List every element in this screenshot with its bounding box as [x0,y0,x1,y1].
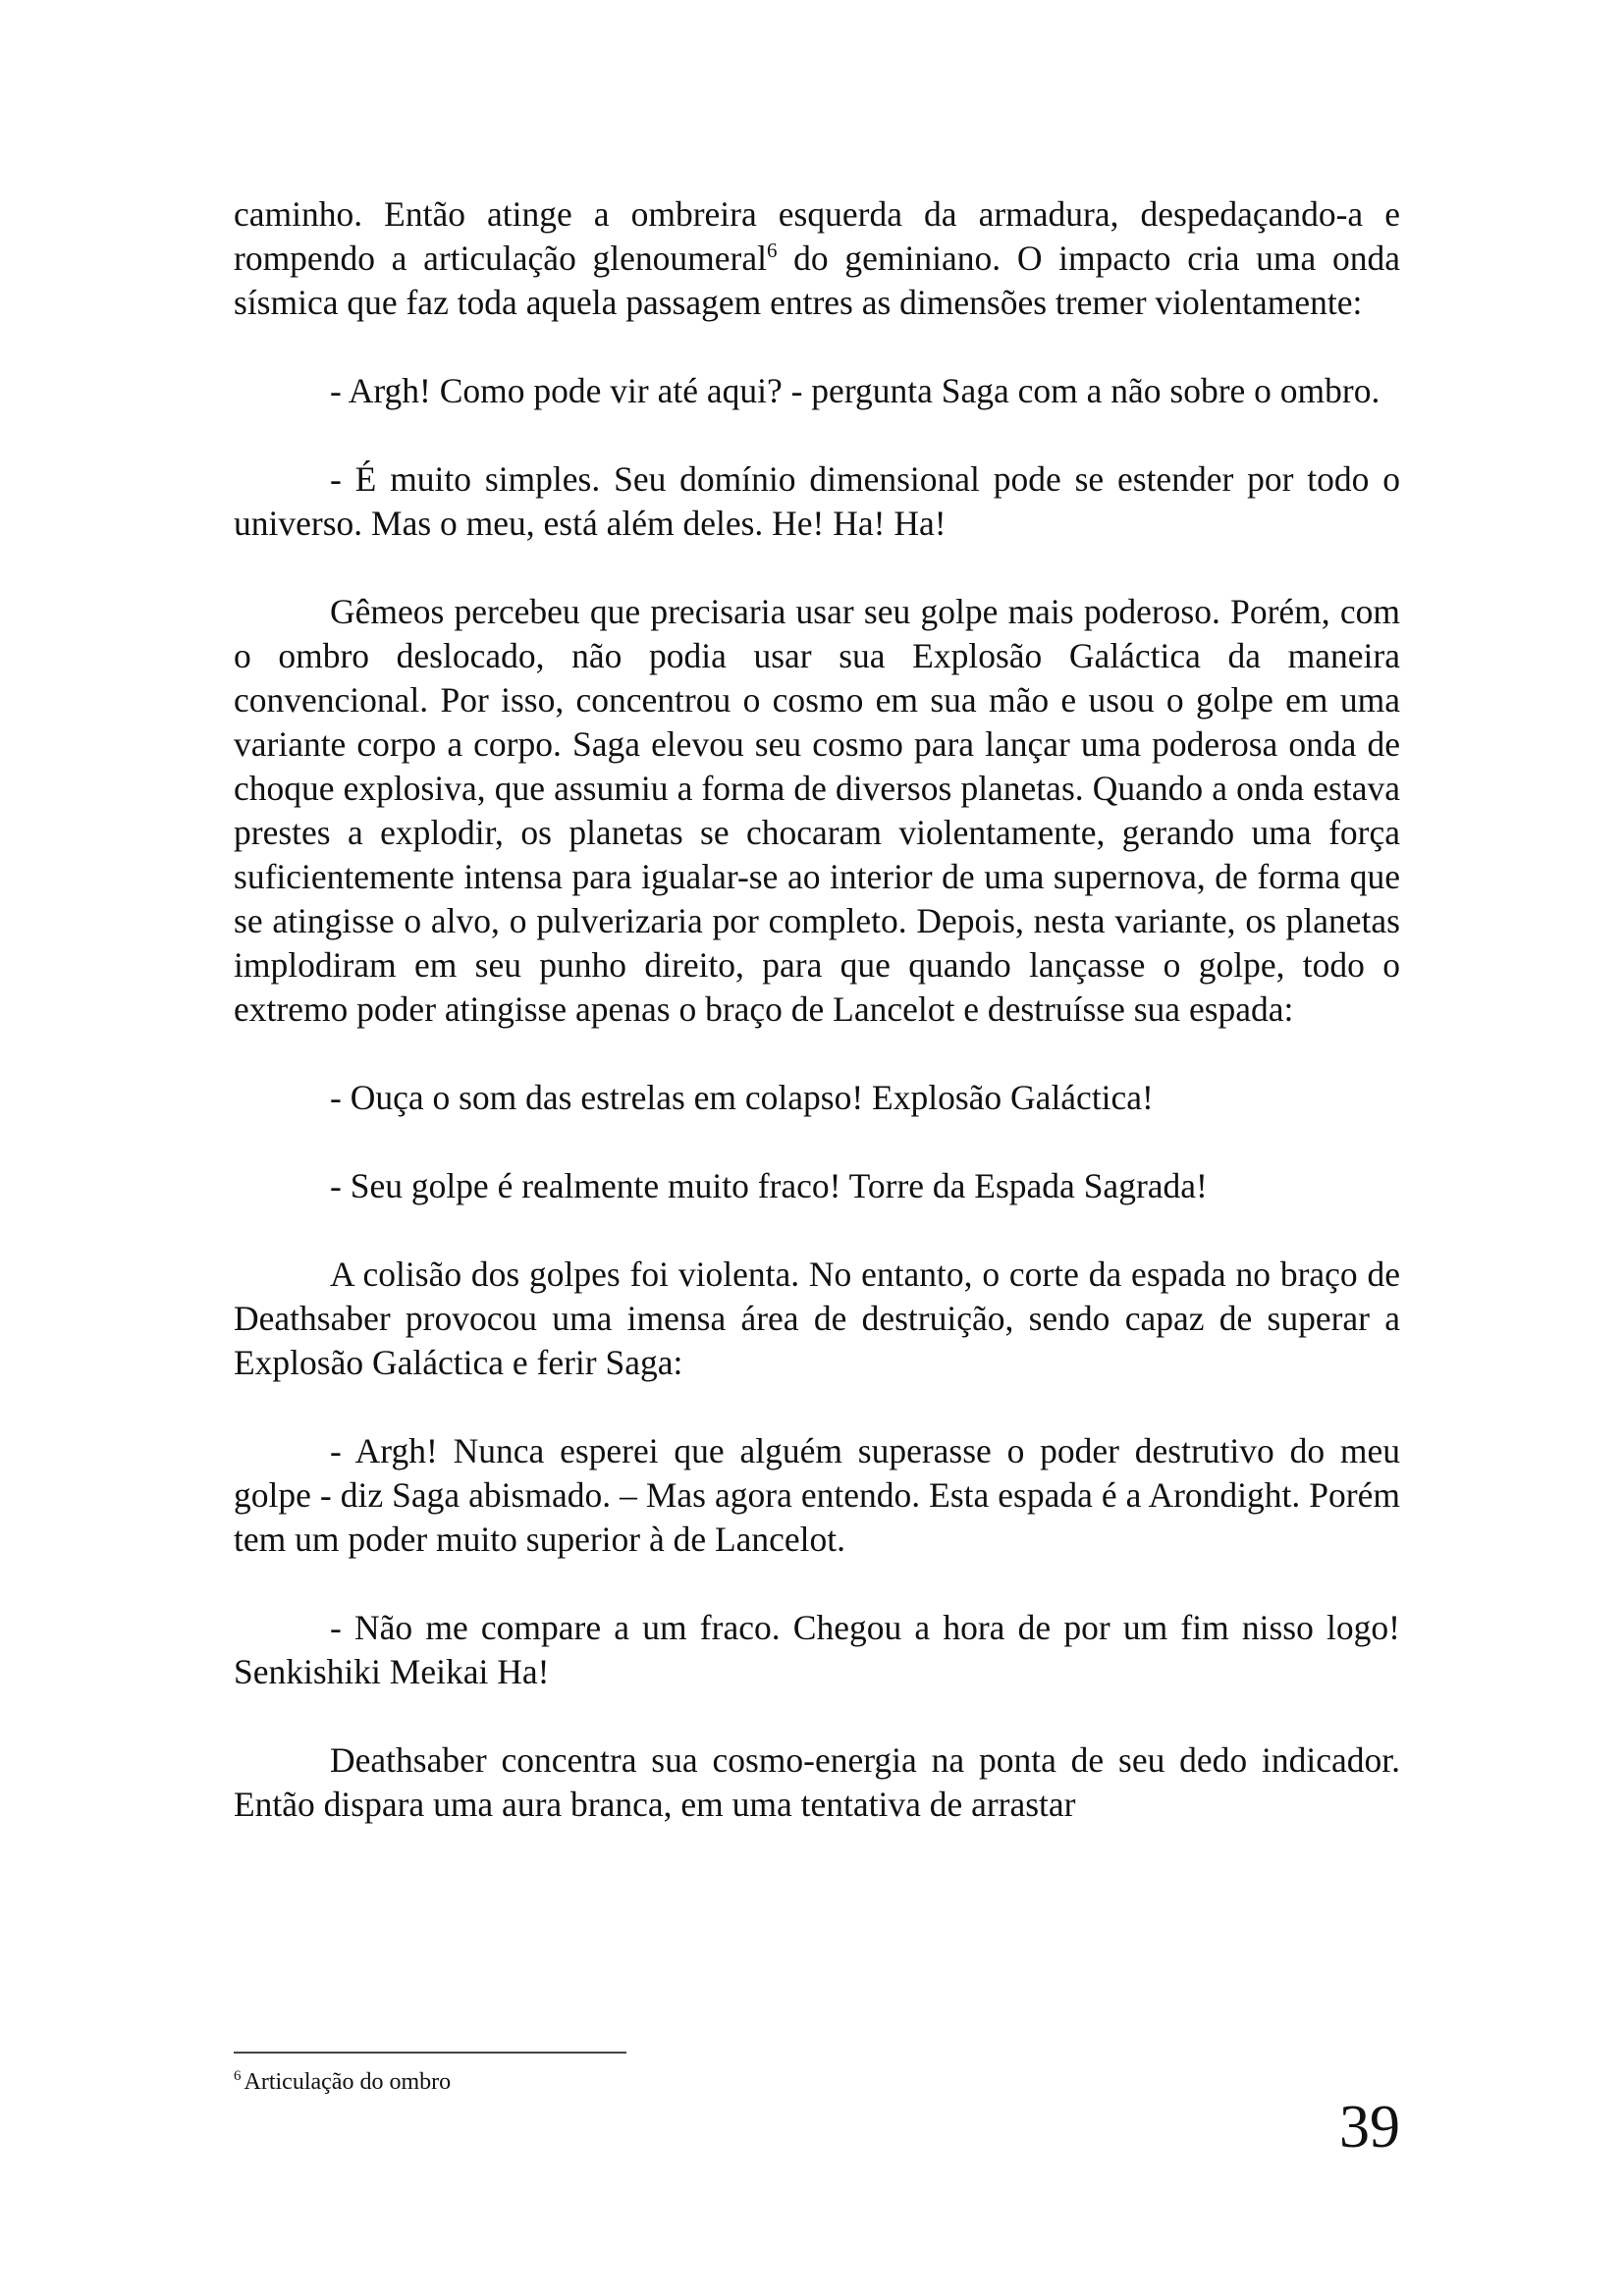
dialogue-paragraph: - É muito simples. Seu domínio dimensional pode se estender por todo o universo. Mas o meu, está além deles. He! Ha! Ha! [234,459,1400,543]
paragraph-text: caminho. Então atinge a ombreira esquerda da armadura, despedaçando-a e rompendo a articulação glenoumeral [234,194,1400,278]
footnote-divider [234,2052,626,2054]
narrative-paragraph: Deathsaber concentra sua cosmo-energia na ponta de seu dedo indicador. Então dispara uma aura branca, em uma tentativa de arrastar [234,1740,1400,1824]
footnote-reference[interactable]: 6 [766,239,778,262]
dialogue-paragraph: - Argh! Como pode vir até aqui? - pergunta Saga com a não sobre o ombro. [330,371,1380,410]
footnote-text: Articulação do ombro [244,2069,452,2095]
dialogue-paragraph: - Não me compare a um fraco. Chegou a hora de por um fim nisso logo! Senkishiki Meikai Ha! [234,1608,1400,1691]
dialogue-paragraph: - Argh! Nunca esperei que alguém superasse o poder destrutivo do meu golpe - diz Saga abismado. – Mas agora entendo. Esta espada é a Arondight. Porém tem um poder muito superior à de Lancelot. [234,1431,1400,1559]
dialogue-paragraph: - Ouça o som das estrelas em colapso! Explosão Galáctica! [330,1078,1154,1117]
footnote-number: 6 [234,2068,242,2084]
footnote [234,2067,1019,2097]
page-number: 39 [1339,2094,1400,2161]
body-text [234,192,1400,1871]
dialogue-paragraph: - Seu golpe é realmente muito fraco! Torre da Espada Sagrada! [330,1166,1208,1205]
paragraph-1 [234,192,1400,325]
narrative-paragraph: Gêmeos percebeu que precisaria usar seu golpe mais poderoso. Porém, com o ombro deslocado, não podia usar sua Explosão Galáctica da maneira convencional. Por isso, concentrou o cosmo em sua mão e usou o golpe em uma variante corpo a corpo. Saga elevou seu cosmo para lançar uma poderosa onda de choque explosiva, que assumiu a forma de diversos planetas. Quando a onda estava prestes a explodir, os planetas se chocaram violentamente, gerando uma força suficientemente intensa para igualar-se ao interior de uma supernova, de forma que se atingisse o alvo, o pulverizaria por completo. Depois, nesta variante, os planetas implodiram em seu punho direito, para que quando lançasse o golpe, todo o extremo poder atingisse apenas o braço de Lancelot e destruísse sua espada: [234,592,1400,1029]
narrative-paragraph: A colisão dos golpes foi violenta. No entanto, o corte da espada no braço de Deathsaber provocou uma imensa área de destruição, sendo capaz de superar a Explosão Galáctica e ferir Saga: [234,1255,1400,1382]
paragraph-text: do geminiano. O impacto cria uma onda sísmica que faz toda aquela passagem entres as dimensões tremer violentamente: [234,239,1400,322]
